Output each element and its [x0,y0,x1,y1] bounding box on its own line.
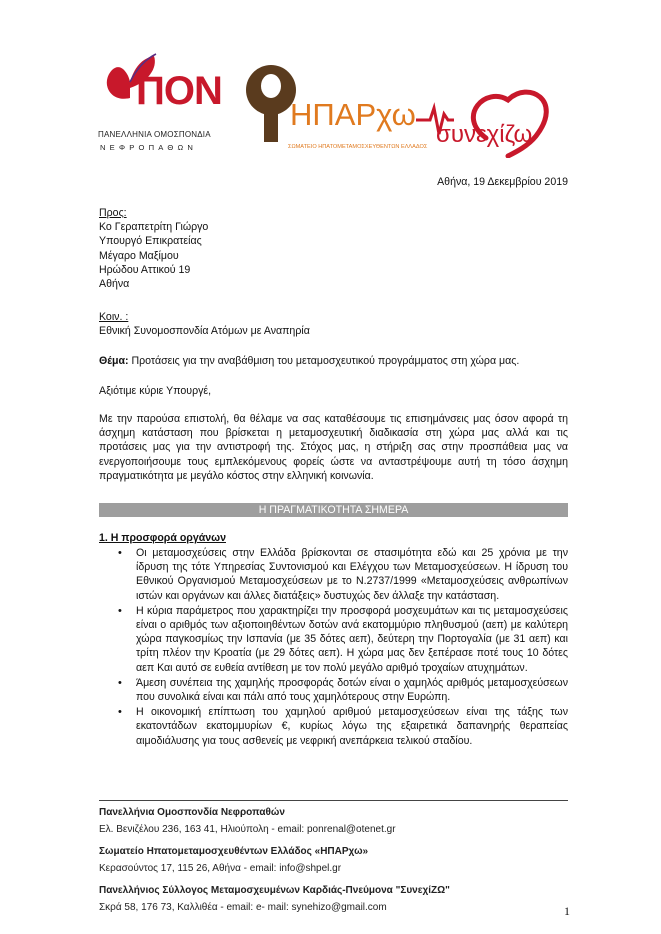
intro-paragraph: Με την παρούσα επιστολή, θα θέλαμε να σας καταθέσουμε τις επισημάνσεις μας όσον αφορά τη άσχημη κατάσταση που βρίσκεται η μεταμοσχευτική διαδικασία στη χώρα μας αλλά και τις προτάσεις μας για την αντιστροφή της. Στόχος μας, η στήριξη σας στην προσπάθεια μας να ενεργοποιήσουμε τους εμπλεκόμενους φορείς ώστε να ανταστρέψουμε αυτή τη τόσο άσχημη πραγματικότητα με μεγάλο κόστος στην ελληνική κοινωνία. [99,413,568,482]
bullet-dot-icon: • [118,706,122,719]
bullet-item [118,676,568,704]
section1-heading: 1. Η προσφορά οργάνων [99,532,226,544]
pon-line2: ΝΕΦΡΟΠΑΘΩΝ [100,143,198,152]
subject-text: Προτάσεις για την αναβάθμιση του μεταμοσχευτικού προγράμματος στη χώρα μας. [128,355,520,367]
bullet-text: Οι μεταμοσχεύσεις στην Ελλάδα βρίσκονται σε στασιμότητα εδώ και 25 χρόνια με την ίδρυση της τότε Υπηρεσίας Συντονισμού και Ελέγχου των Μεταμοσχεύσεων. Η ίδρυση του Εθνικού Οργανισμού Μεταμοσχεύσεων με το Ν.2737/1999 «Μεταμοσχεύσεις ανθρωπίνων ιστών και οργάνων και άλλες διατάξεις» δυστυχώς δεν άλλαξε την κατάσταση. [136,547,568,602]
bullet-text: Η οικονομική επίπτωση του χαμηλού αριθμού μεταμοσχεύσεων είναι της τάξης των εκατοντάδων εκατομμυρίων €, κυρίως λόγω της εξαιρετικά δαπανηρής θεραπείας αιμοδιάλυσης για τους ασθενείς με νεφρική ανεπάρκεια τελικού σταδίου. [136,706,568,747]
iparxo-subtitle: ΣΩΜΑΤΕΙΟ ΗΠΑΤΟΜΕΤΑΜΟΣΧΕΥΘΕΝΤΩΝ ΕΛΛΑΔΟΣ [288,144,428,150]
iparxo-logo [242,64,428,159]
pon-wordmark: ΠΟΝ [136,69,222,113]
recipient-label: Προς: [99,207,127,219]
subject-label: Θέμα: [99,355,129,367]
footer-org-name: Πανελλήνια Ομοσπονδία Νεφροπαθών [99,807,285,818]
bullet-dot-icon: • [118,604,122,617]
footer-divider [99,800,568,801]
recipient-line: Υπουργό Επικρατείας [99,235,202,248]
footer-org-name: Σωματείο Ηπατομεταμοσχευθέντων Ελλάδος «ΗΠΑΡχω» [99,846,369,857]
bullet-item [118,546,568,603]
letter-date: Αθήνα, 19 Δεκεμβρίου 2019 [437,176,568,188]
cc-line: Εθνική Συνομοσπονδία Ατόμων με Αναπηρία [99,325,310,338]
recipient-line: Ηρώδου Αττικού 19 [99,263,191,276]
page-number: 1 [564,904,570,918]
bullet-item [118,604,568,675]
footer-org-name: Πανελλήνιος Σύλλογος Μεταμοσχευμένων Καρδιάς-Πνεύμονα "ΣυνεχίΖΩ" [99,885,450,896]
cc-label: Κοιν. : [99,311,129,323]
recipient-line: Αθήνα [99,278,130,291]
bullet-dot-icon: • [118,547,122,559]
synexizo-logo [416,78,576,158]
recipient-line: Μέγαρο Μαξίμου [99,249,179,262]
iparxo-wordmark: ΗΠΑΡχω [290,97,416,132]
salutation: Αξιότιμε κύριε Υπουργέ, [99,385,212,397]
footer [99,806,569,914]
recipient-block [99,206,419,291]
bullet-text: Η κύρια παράμετρος που χαρακτηρίζει την προσφορά μοσχευμάτων και τις μεταμοσχεύσεις είναι ο αριθμός των αξιοποιηθέντων δοτών ανά εκατομμύριο πληθυσμού (αεπ) με καλύτερη χώρα παγκοσμίως την Ισπανία (με 35 δότες αεπ), δεύτερη την Πορτογαλία (με 31 αεπ) και τρίτη πλέον την Κροατία (με 29 δότες αεπ). Η χώρα μας δεν ξεπέρασε ποτέ τους 10 δότες αεπ Και αυτό σε ευθεία αντίθεση με τον πολύ μεγάλο αριθμό τροχαίων ατυχημάτων. [136,604,568,674]
subject-line [99,354,579,368]
footer-org-address: Ελ. Βενιζέλου 236, 163 41, Ηλιούπολη - email: ponrenal@otenet.gr [99,824,396,835]
pon-logo [98,48,228,158]
recipient-line: Κο Γεραπετρίτη Γιώργο [99,221,209,234]
footer-org-address: Κερασούντος 17, 115 26, Αθήνα - email: info@shpel.gr [99,863,342,874]
section-bar: Η ΠΡΑΓΜΑΤΙΚΟΤΗΤΑ ΣΗΜΕΡΑ [99,503,568,517]
bullet-dot-icon: • [118,676,122,689]
synexizo-wordmark: συνεχίζω [436,121,533,148]
bullet-text: Άμεση συνέπεια της χαμηλής προσφοράς δοτών είναι ο χαμηλός αριθμός μεταμοσχεύσεων που συνολικά είναι και πάλι από τους χαμηλότερους στην Ευρώπη. [136,676,568,704]
footer-org-address: Σκρά 58, 176 73, Καλλιθέα - email: e- mail: synehizo@gmail.com [99,902,387,913]
section1-list [118,546,568,749]
bullet-item [118,705,568,748]
pon-line1: ΠΑΝΕΛΛΗΝΙΑ ΟΜΟΣΠΟΝΔΙΑ [98,130,211,139]
cc-block [99,310,439,338]
